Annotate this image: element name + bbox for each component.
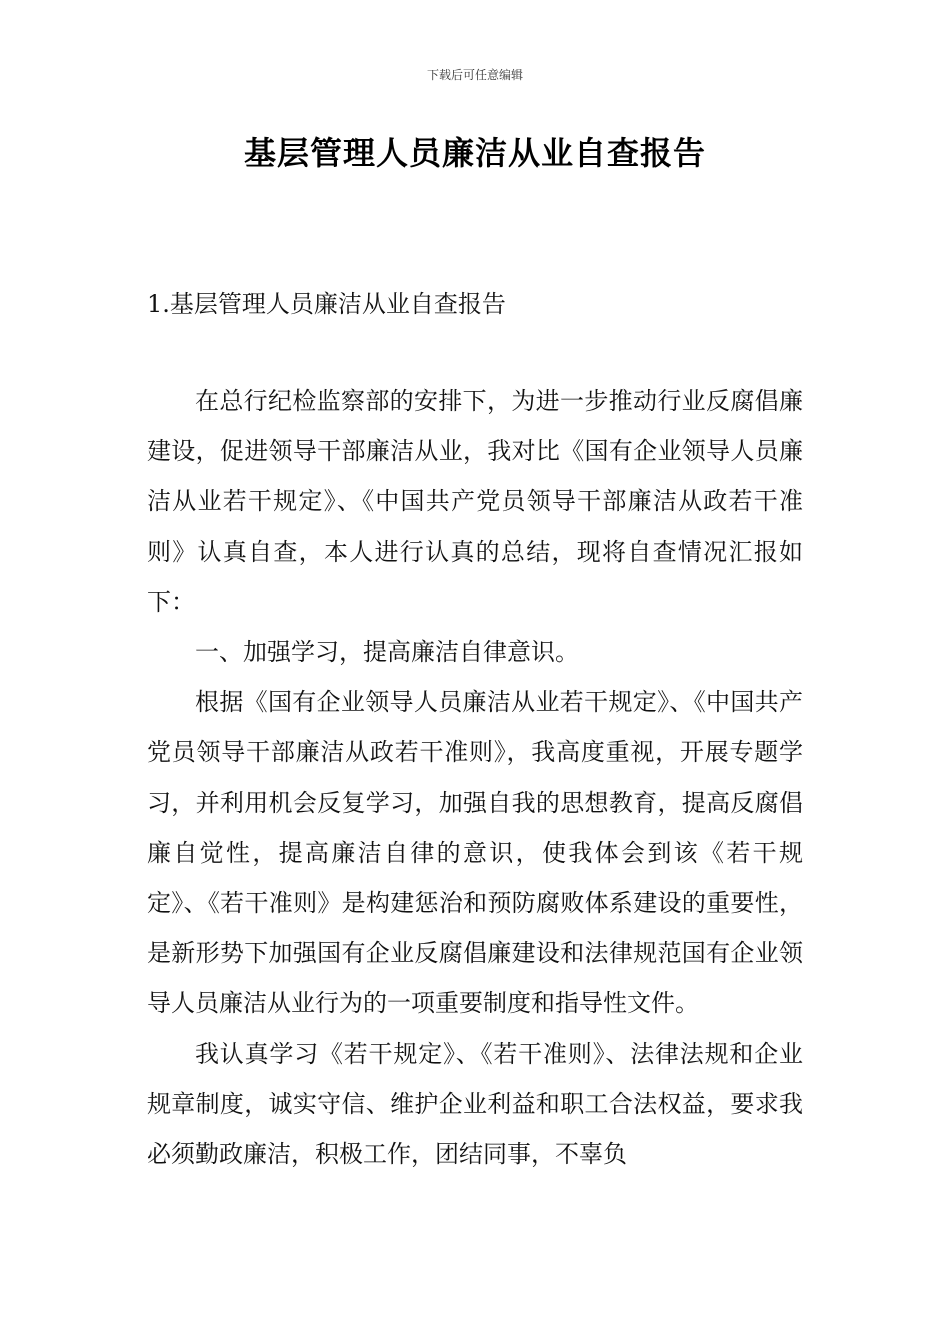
paragraph-heading-one: 一、加强学习，提高廉洁自律意识。 bbox=[195, 638, 579, 667]
paragraph-intro: 在总行纪检监察部的安排下，为进一步推动行业反腐倡廉建设，促进领导干部廉洁从业，我对比《国有企业领导人员廉洁从业若干规定》、《中国共产党员领导干部廉洁从政若干准则》认真自查，本人进行认真的总结，现将自查情况汇报如下： bbox=[147, 387, 803, 616]
section-heading: 1.基层管理人员廉洁从业自查报告 bbox=[147, 290, 506, 318]
paragraph-continue: 我认真学习《若干规定》、《若干准则》、法律法规和企业规章制度，诚实守信、维护企业利益和职工合法权益，要求我必须勤政廉洁，积极工作，团结同事，不辜负 bbox=[147, 1039, 803, 1169]
body-text bbox=[147, 376, 803, 1179]
document-title: 基层管理人员廉洁从业自查报告 bbox=[243, 134, 706, 172]
paragraph-study: 根据《国有企业领导人员廉洁从业若干规定》、《中国共产党员领导干部廉洁从政若干准则》，我高度重视，开展专题学习，并利用机会反复学习，加强自我的思想教育，提高反腐倡廉自觉性，提高廉洁自律的意识，使我体会到该《若干规定》、《若干准则》是构建惩治和预防腐败体系建设的重要性，是新形势下加强国有企业反腐倡廉建设和法律规范国有企业领导人员廉洁从业行为的一项重要制度和指导性文件。 bbox=[147, 688, 803, 1018]
header-note: 下载后可任意编辑 bbox=[426, 68, 523, 82]
